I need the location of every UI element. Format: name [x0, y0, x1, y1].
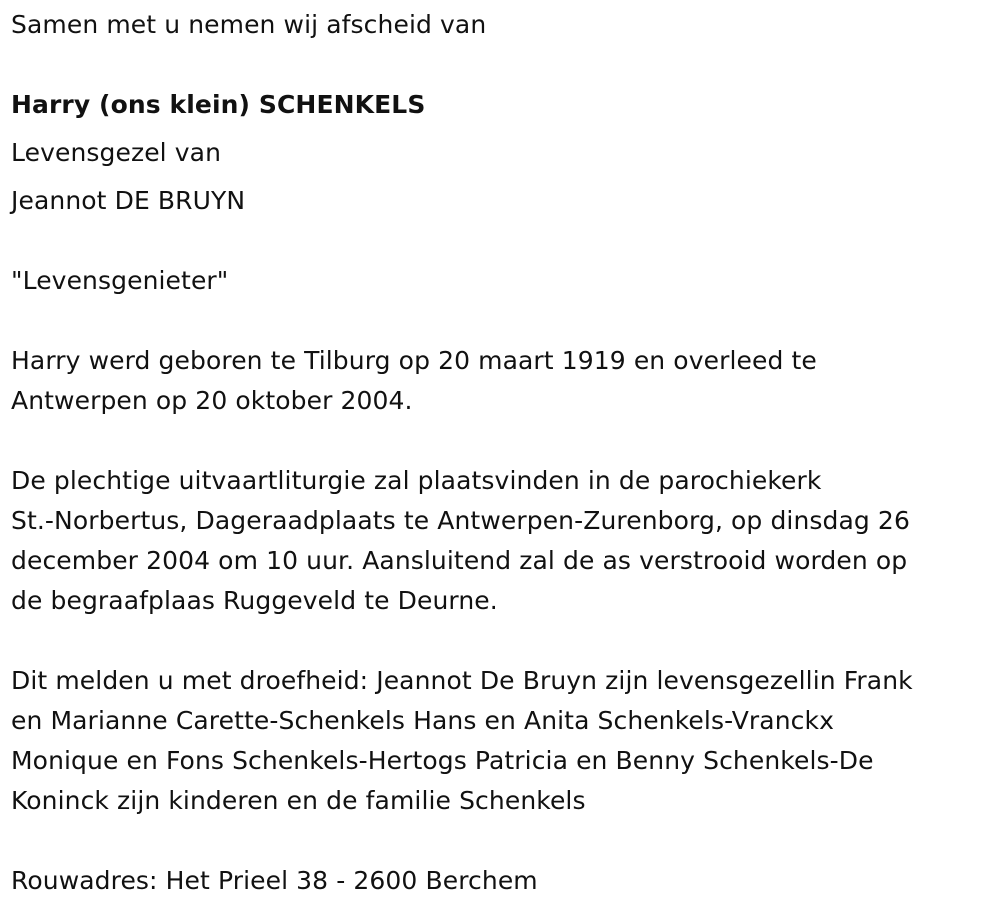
paragraph-line: Monique en Fons Schenkels-Hertogs Patricia en Benny Schenkels-De	[11, 746, 874, 775]
paragraph-line: De plechtige uitvaartliturgie zal plaatsvinden in de parochiekerk	[11, 466, 822, 495]
quote-text: "Levensgenieter"	[11, 266, 229, 295]
paragraph-line: Koninck zijn kinderen en de familie Schenkels	[11, 786, 586, 815]
partner-name: Jeannot DE BRUYN	[11, 186, 246, 215]
deceased-name: Harry (ons klein) SCHENKELS	[11, 90, 426, 119]
paragraph-line: december 2004 om 10 uur. Aansluitend zal de as verstrooid worden op	[11, 546, 908, 575]
paragraph-line: en Marianne Carette-Schenkels Hans en Anita Schenkels-Vranckx	[11, 706, 834, 735]
paragraph-line: Dit melden u met droefheid: Jeannot De Bruyn zijn levensgezellin Frank	[11, 666, 913, 695]
paragraph-line: Antwerpen op 20 oktober 2004.	[11, 386, 413, 415]
paragraph-line: Harry werd geboren te Tilburg op 20 maart 1919 en overleed te	[11, 346, 817, 375]
paragraph-line: de begraafplaas Ruggeveld te Deurne.	[11, 586, 498, 615]
relation-label: Levensgezel van	[11, 138, 222, 167]
paragraph-line: St.-Norbertus, Dageraadplaats te Antwerpen-Zurenborg, op dinsdag 26	[11, 506, 910, 535]
mourning-address: Rouwadres: Het Prieel 38 - 2600 Berchem	[11, 866, 538, 895]
intro-text: Samen met u nemen wij afscheid van	[11, 10, 487, 39]
